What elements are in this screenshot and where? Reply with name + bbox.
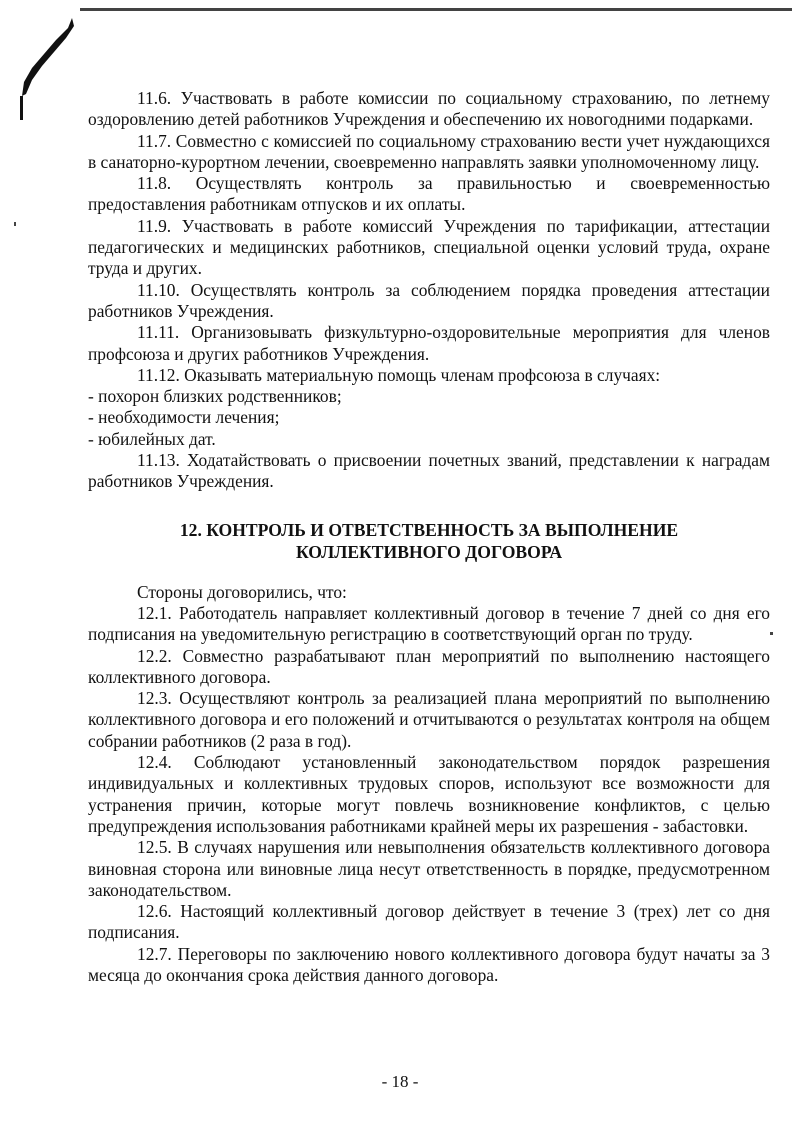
scan-speck: [14, 222, 16, 226]
paragraph-11-6: 11.6. Участвовать в работе комиссии по социальному страхованию, по летнему оздоровлению детей работников Учреждения и обеспечению их новогодними подарками.: [88, 88, 770, 130]
list-item: - похорон близких родственников;: [88, 386, 342, 407]
paragraph-11-11: 11.11. Организовывать физкультурно-оздоровительные мероприятия для членов профсоюза и других работников Учреждения.: [88, 322, 770, 364]
section-12-heading: [88, 519, 770, 563]
paragraph-11-7: 11.7. Совместно с комиссией по социальному страхованию вести учет нуждающихся в санаторно-курортном лечении, своевременно направлять заявки уполномоченному лицу.: [88, 130, 770, 172]
paragraph-11-12: 11.12. Оказывать материальную помощь членам профсоюза в случаях:: [137, 364, 661, 385]
scan-edge-line: [80, 8, 792, 11]
paragraph-11-9: 11.9. Участвовать в работе комиссий Учреждения по тарификации, аттестации педагогических и медицинских работников, специальной оценки условий труда, охране труда и других.: [88, 215, 770, 279]
document-body: [88, 88, 770, 986]
paragraph-12-2: 12.2. Совместно разрабатывают план мероприятий по выполнению настоящего коллективного договора.: [88, 645, 770, 687]
page-number: - 18 -: [381, 1072, 419, 1091]
scan-speck: [770, 632, 773, 635]
paragraph-12-7: 12.7. Переговоры по заключению нового коллективного договора будут начаты за 3 месяца до окончания срока действия данного договора.: [88, 943, 770, 985]
paragraph-12-3: 12.3. Осуществляют контроль за реализацией плана мероприятий по выполнению коллективного договора и его положений и отчитываются о результатах контроля на общем собрании работников (2 раза в год).: [88, 688, 770, 751]
heading-line-2: КОЛЛЕКТИВНОГО ДОГОВОРА: [295, 541, 563, 562]
paragraph-12-6: 12.6. Настоящий коллективный договор действует в течение 3 (трех) лет со дня подписания.: [88, 901, 770, 943]
paragraph-12-4: 12.4. Соблюдают установленный законодательством порядок разрешения индивидуальных и коллективных трудовых споров, используют все возможности для устранения причин, которые могут повлечь возникновение конфликтов, с целью предупреждения использования работниками крайней меры их разрешения - забастовки.: [88, 752, 770, 836]
paragraph-12-1: 12.1. Работодатель направляет коллективный договор в течение 7 дней со дня его подписания на уведомительную регистрацию в соответствующий орган по труду.: [88, 602, 770, 645]
paragraph-11-8: 11.8. Осуществлять контроль за правильностью и своевременностью предоставления работникам отпусков и их оплаты.: [88, 173, 770, 215]
paragraph-12-5: 12.5. В случаях нарушения или невыполнения обязательств коллективного договора виновная сторона или виновные лица несут ответственность в порядке, предусмотренном законодательством.: [88, 837, 770, 900]
list-item: - юбилейных дат.: [88, 428, 216, 449]
heading-line-1: 12. КОНТРОЛЬ И ОТВЕТСТВЕННОСТЬ ЗА ВЫПОЛНЕНИЕ: [179, 519, 679, 540]
scan-corner-mark: [10, 10, 80, 120]
section-12-intro: Стороны договорились, что:: [137, 581, 347, 602]
paragraph-11-13: 11.13. Ходатайствовать о присвоении почетных званий, представлении к наградам работников Учреждения.: [88, 450, 770, 492]
paragraph-11-10: 11.10. Осуществлять контроль за соблюдением порядка проведения аттестации работников Учреждения.: [88, 279, 770, 321]
list-item: - необходимости лечения;: [88, 407, 280, 428]
